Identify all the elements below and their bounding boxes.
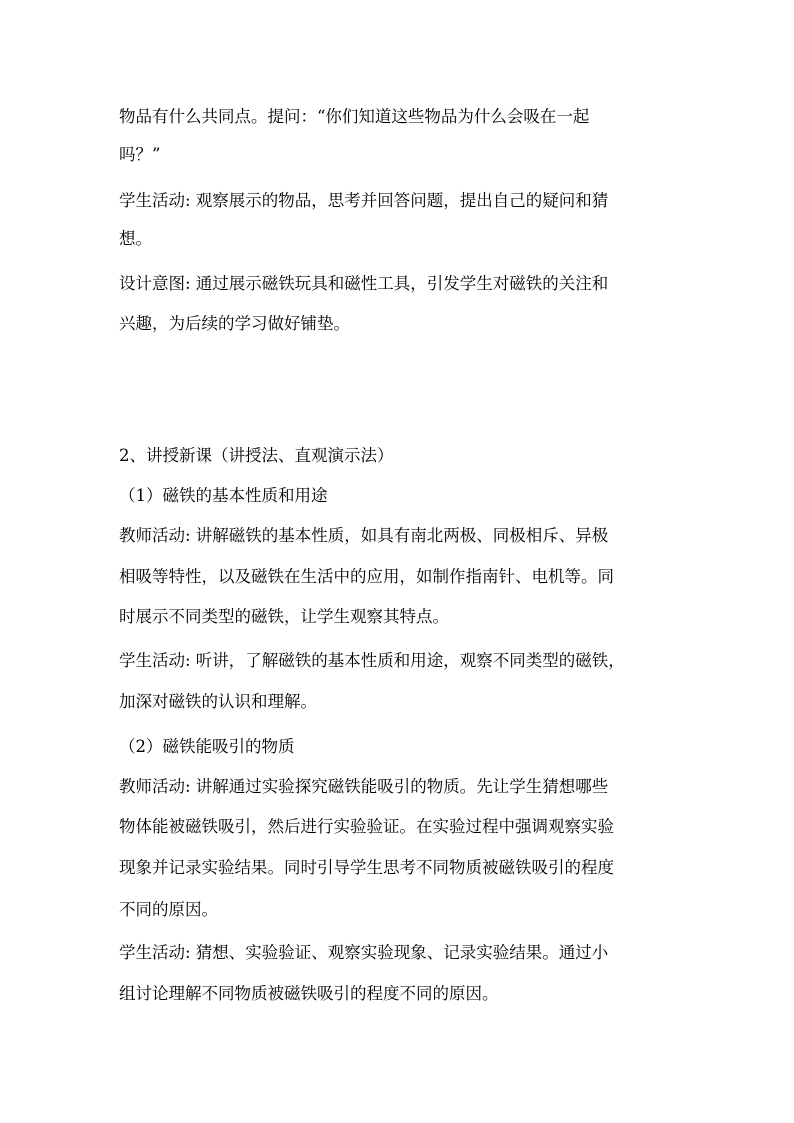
subsection-heading: （1）磁铁的基本性质和用途 <box>119 486 328 505</box>
text-line: 物体能被磁铁吸引，然后进行实验验证。在实验过程中强调观察实验 <box>119 817 614 836</box>
text-line: 吗？” <box>119 145 161 164</box>
text-line: 物品有什么共同点。提问：“你们知道这些物品为什么会吸在一起 <box>119 107 590 126</box>
text-line: 学生活动: 听讲，了解磁铁的基本性质和用途，观察不同类型的磁铁， <box>119 651 625 670</box>
section-heading: 2、讲授新课（讲授法、直观演示法） <box>119 446 394 465</box>
text-line: 想。 <box>119 229 152 248</box>
text-line: 现象并记录实验结果。同时引导学生思考不同物质被磁铁吸引的程度 <box>119 858 614 877</box>
text-line: 相吸等特性，以及磁铁在生活中的应用，如制作指南针、电机等。同 <box>119 567 614 586</box>
subsection-heading: （2）磁铁能吸引的物质 <box>119 737 295 756</box>
text-line: 时展示不同类型的磁铁，让学生观察其特点。 <box>119 607 449 626</box>
text-line: 学生活动: 观察展示的物品，思考并回答问题，提出自己的疑问和猜 <box>119 191 609 210</box>
text-line: 兴趣，为后续的学习做好铺垫。 <box>119 314 350 333</box>
text-line: 教师活动: 讲解磁铁的基本性质，如具有南北两极、同极相斥、异极 <box>119 526 609 545</box>
text-line: 设计意图: 通过展示磁铁玩具和磁性工具，引发学生对磁铁的关注和 <box>119 274 609 293</box>
text-line: 加深对磁铁的认识和理解。 <box>119 692 317 711</box>
text-line: 不同的原因。 <box>119 900 218 919</box>
text-line: 教师活动: 讲解通过实验探究磁铁能吸引的物质。先让学生猜想哪些 <box>119 777 609 796</box>
text-line: 学生活动: 猜想、实验验证、观察实验现象、记录实验结果。通过小 <box>119 943 609 962</box>
text-line: 组讨论理解不同物质被磁铁吸引的程度不同的原因。 <box>119 984 499 1003</box>
